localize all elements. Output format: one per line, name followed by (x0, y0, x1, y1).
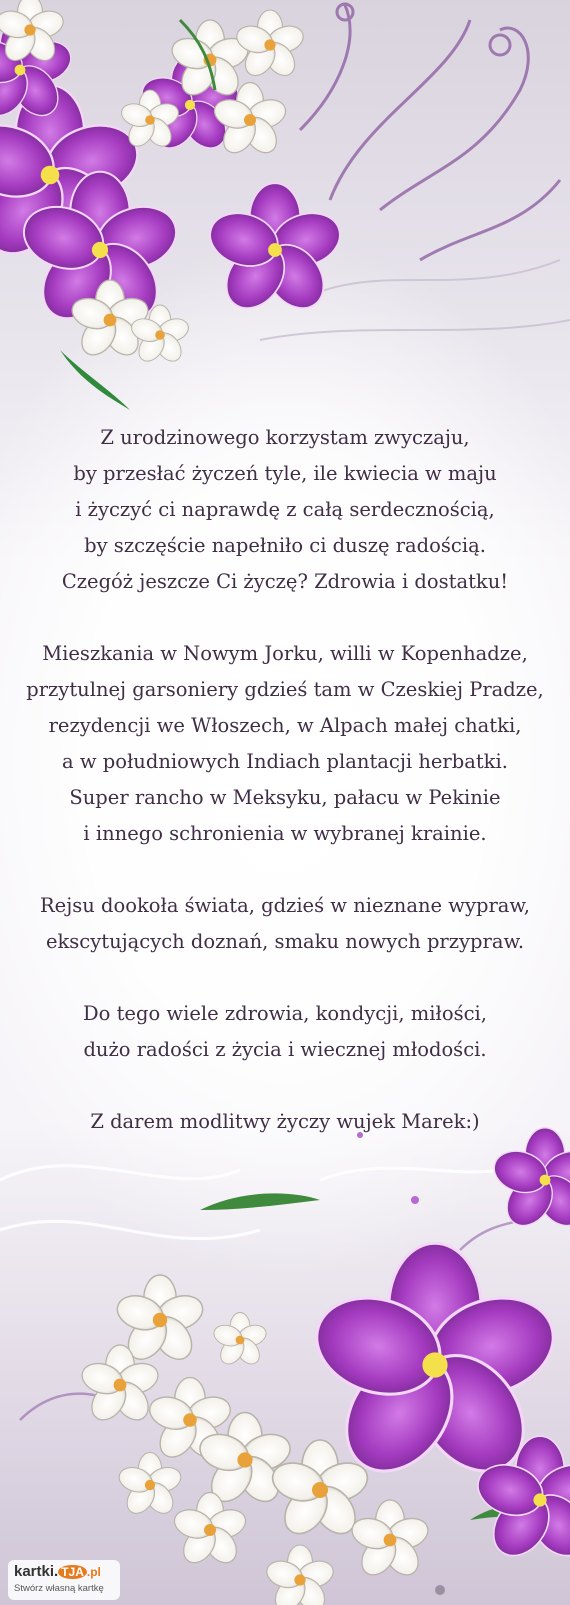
verse-line: przytulnej garsoniery gdzieś tam w Czeskiej Pradze, (26, 678, 544, 701)
brand-logo-badge: TJA (58, 1565, 87, 1579)
verse-stanza (20, 996, 550, 1068)
verse-line: Z darem modlitwy życzy wujek Marek:) (90, 1110, 480, 1133)
verse-line: ekscytujących doznań, smaku nowych przypraw. (45, 930, 525, 953)
verse-line: a w południowych Indiach plantacji herbatki. (62, 750, 508, 773)
verse-signature (20, 1104, 550, 1140)
verse-stanza (20, 636, 550, 852)
verse-line: Czegóż jeszcze Ci życzę? Zdrowia i dostatku! (61, 570, 509, 593)
greeting-verse (20, 420, 550, 1140)
brand-logo-text: kartki. (14, 1563, 59, 1580)
brand-logo-suffix: .pl (86, 1565, 101, 1579)
verse-line: Z urodzinowego korzystam zwyczaju, (100, 426, 470, 449)
verse-line: rezydencji we Włoszech, w Alpach małej chatki, (48, 714, 522, 737)
brand-tagline: Stwórz własną kartkę (14, 1583, 104, 1594)
verse-line: i życzyć ci naprawdę z całą serdecznością, (75, 498, 495, 521)
verse-line: i innego schronienia w wybranej krainie. (83, 822, 487, 845)
kartki-logo-link[interactable] (8, 1560, 120, 1600)
verse-line: Do tego wiele zdrowia, kondycji, miłości, (83, 1002, 487, 1025)
verse-line: dużo radości z życia i wiecznej młodości. (83, 1038, 487, 1061)
verse-line: by przesłać życzeń tyle, ile kwiecia w maju (73, 462, 497, 485)
verse-line: Rejsu dookoła świata, gdzieś w nieznane wypraw, (39, 894, 531, 917)
verse-line: Super rancho w Meksyku, pałacu w Pekinie (69, 786, 501, 809)
verse-line: by szczęście napełniło ci duszę radością. (84, 534, 486, 557)
brand-logo (14, 1563, 101, 1580)
verse-stanza (20, 888, 550, 960)
swirl-icon (300, 4, 560, 260)
verse-stanza (20, 420, 550, 600)
verse-line: Mieszkania w Nowym Jorku, willi w Kopenhadze, (42, 642, 528, 665)
